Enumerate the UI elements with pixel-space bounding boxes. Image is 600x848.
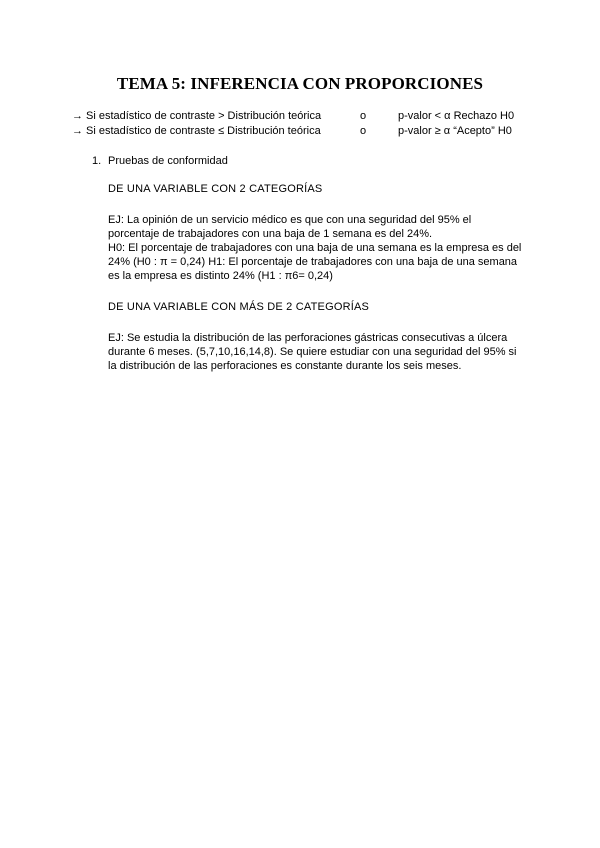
example-paragraph-multi-categories (108, 331, 530, 373)
rule-separator: o (360, 110, 367, 122)
section-heading-two-categories: DE UNA VARIABLE CON 2 CATEGORÍAS (108, 183, 323, 195)
rule-separator: o (360, 125, 367, 137)
right-arrow-icon: → (72, 110, 83, 122)
list-number: 1. (92, 155, 102, 167)
right-arrow-icon: → (72, 125, 83, 137)
list-label: Pruebas de conformidad (108, 155, 228, 167)
page-title: TEMA 5: INFERENCIA CON PROPORCIONES (116, 74, 484, 93)
paragraph-line: H0: El porcentaje de trabajadores con una baja de una semana es la empresa es del (108, 242, 522, 254)
paragraph-line: 24% (H0 : π = 0,24) H1: El porcentaje de trabajadores con una baja de una semana (108, 256, 518, 268)
paragraph-line: durante 6 meses. (5,7,10,16,14,8). Se quiere estudiar con una seguridad del 95% si (108, 346, 517, 358)
section-heading-multi-categories: DE UNA VARIABLE CON MÁS DE 2 CATEGORÍAS (108, 301, 370, 313)
rule-condition: Si estadístico de contraste ≤ Distribución teórica (86, 125, 321, 137)
paragraph-line: EJ: Se estudia la distribución de las perforaciones gástricas consecutivas a úlcera (108, 332, 508, 344)
example-paragraph-two-categories (108, 213, 530, 283)
rule-condition: Si estadístico de contraste > Distribución teórica (86, 110, 322, 122)
rule-result: p-valor < α Rechazo H0 (398, 110, 515, 122)
paragraph-line: la distribución de las perforaciones es constante durante los seis meses. (108, 360, 462, 372)
paragraph-line: EJ: La opinión de un servicio médico es que con una seguridad del 95% el (108, 214, 472, 226)
paragraph-line: es la empresa es distinto 24% (H1 : π6= 0,24) (108, 270, 333, 282)
paragraph-line: porcentaje de trabajadores con una baja de 1 semana es del 24%. (108, 228, 433, 240)
rule-result: p-valor ≥ α “Acepto” H0 (398, 125, 512, 137)
